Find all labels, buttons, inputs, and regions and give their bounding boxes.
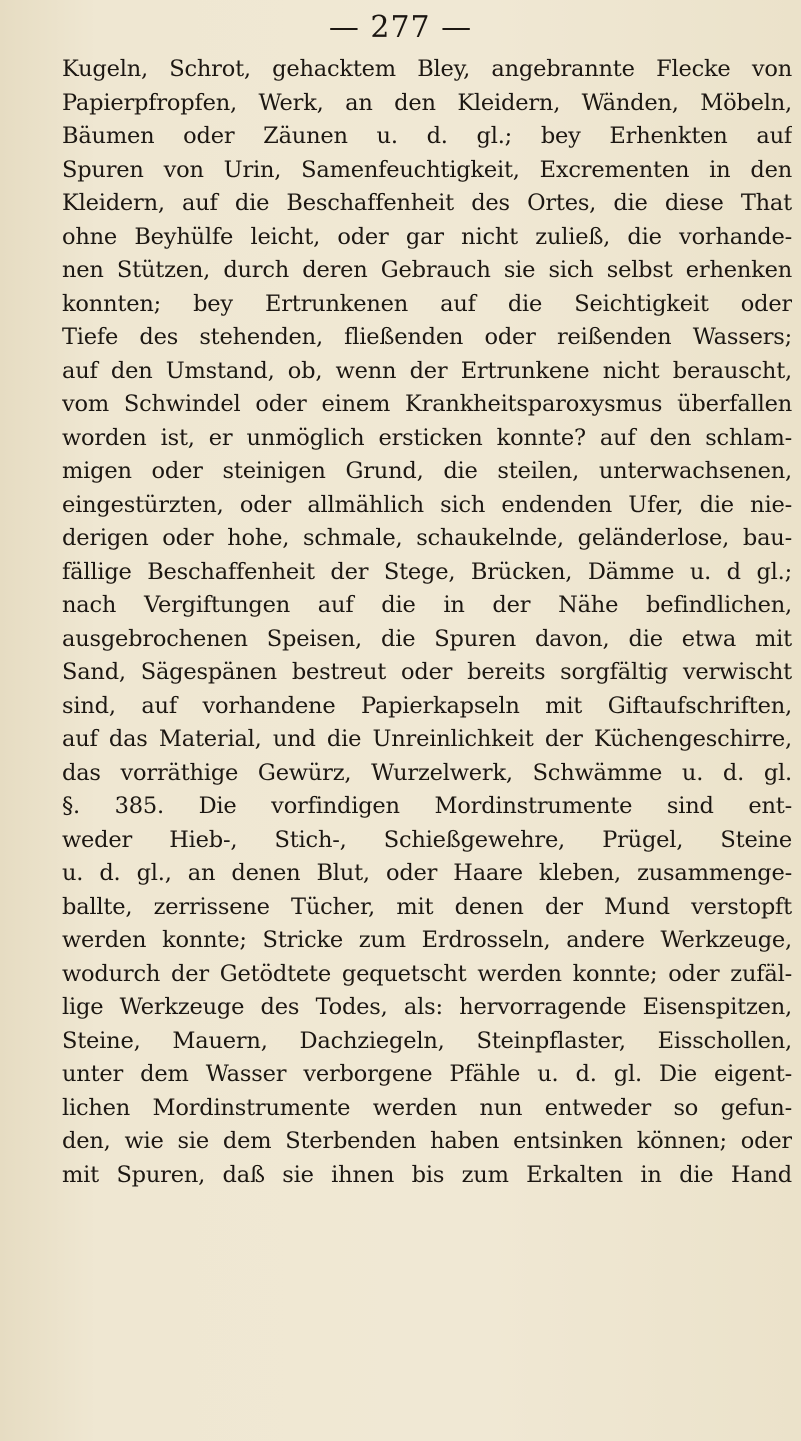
body-text — [62, 53, 792, 1192]
text-line: Steine, Mauern, Dachziegeln, Steinpflaster, Eisschollen, — [62, 1027, 792, 1054]
text-line: ballte, zerrissene Tücher, mit denen der Mund verstopft — [62, 893, 792, 920]
text-line: ohne Beyhülfe leicht, oder gar nicht zuließ, die vorhande- — [62, 223, 792, 250]
text-line: den, wie sie dem Sterbenden haben entsinken können; oder — [62, 1128, 792, 1154]
text-line: auf den Umstand, ob, wenn der Ertrunkene nicht berauscht, — [62, 357, 792, 384]
text-line: nen Stützen, durch deren Gebrauch sie sich selbst erhenken — [62, 257, 792, 283]
text-line: das vorräthige Gewürz, Wurzelwerk, Schwämme u. d. gl. — [62, 759, 792, 786]
text-line: Kugeln, Schrot, gehacktem Bley, angebrannte Flecke von — [62, 56, 792, 82]
text-line: auf das Material, und die Unreinlichkeit der Küchengeschirre, — [62, 726, 792, 752]
text-line: werden konnte; Stricke zum Erdrosseln, andere Werkzeuge, — [62, 927, 792, 953]
text-line: nach Vergiftungen auf die in der Nähe befindlichen, — [62, 592, 792, 618]
text-line: vom Schwindel oder einem Krankheitsparoxysmus überfallen — [62, 391, 792, 417]
text-line: Sand, Sägespänen bestreut oder bereits sorgfältig verwischt — [62, 659, 792, 685]
text-line: Kleidern, auf die Beschaffenheit des Ortes, die diese That — [62, 190, 792, 216]
text-line: worden ist, er unmöglich ersticken konnte? auf den schlam- — [62, 424, 792, 451]
text-line: Spuren von Urin, Samenfeuchtigkeit, Excrementen in den — [62, 156, 792, 183]
page-number: — 277 — — [328, 10, 473, 45]
text-line: Bäumen oder Zäunen u. d. gl.; bey Erhenkten auf — [62, 123, 792, 149]
text-line: unter dem Wasser verborgene Pfähle u. d. gl. Die eigent- — [62, 1061, 792, 1087]
text-line: fällige Beschaffenheit der Stege, Brücken, Dämme u. d gl.; — [62, 558, 792, 585]
text-line: Papierpfropfen, Werk, an den Kleidern, Wänden, Möbeln, — [62, 89, 792, 116]
text-line: sind, auf vorhandene Papierkapseln mit Giftaufschriften, — [62, 692, 792, 719]
text-line: lichen Mordinstrumente werden nun entweder so gefun- — [62, 1094, 792, 1121]
text-line: migen oder steinigen Grund, die steilen, unterwachsenen, — [62, 458, 792, 484]
text-line: lige Werkzeuge des Todes, als: hervorragende Eisenspitzen, — [62, 994, 792, 1020]
text-line: derigen oder hohe, schmale, schaukelnde, geländerlose, bau- — [62, 525, 792, 551]
text-line: ausgebrochenen Speisen, die Spuren davon, die etwa mit — [62, 625, 792, 652]
text-line: Tiefe des stehenden, fließenden oder reißenden Wassers; — [62, 324, 792, 350]
text-line: u. d. gl., an denen Blut, oder Haare kleben, zusammenge- — [62, 860, 792, 886]
text-line: eingestürzten, oder allmählich sich endenden Ufer, die nie- — [62, 491, 792, 518]
text-line: mit Spuren, daß sie ihnen bis zum Erkalten in die Hand — [62, 1161, 792, 1188]
text-line: konnten; bey Ertrunkenen auf die Seichtigkeit oder — [62, 290, 792, 317]
text-line: wodurch der Getödtete gequetscht werden konnte; oder zufäl- — [62, 960, 792, 987]
text-line: §. 385. Die vorfindigen Mordinstrumente sind ent- — [62, 793, 792, 819]
text-line: weder Hieb-, Stich-, Schießgewehre, Prügel, Steine — [62, 826, 792, 853]
